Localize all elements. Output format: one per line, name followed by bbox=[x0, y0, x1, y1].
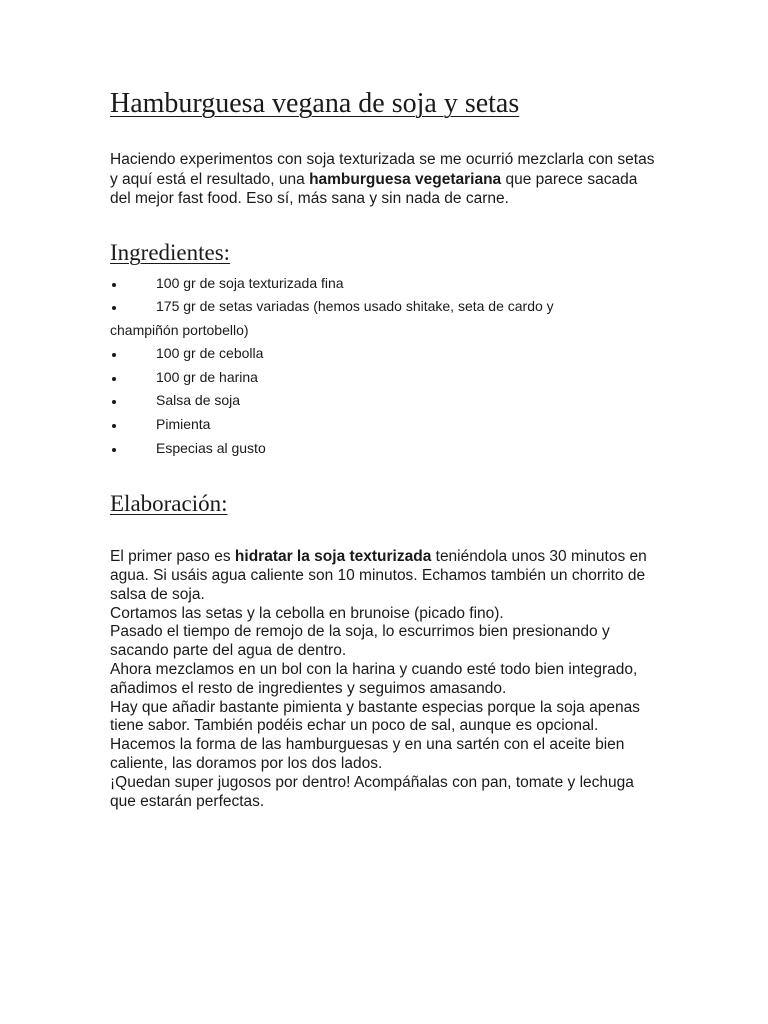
bullet-icon bbox=[112, 283, 116, 287]
elaboration-paragraph: ¡Quedan super jugosos por dentro! Acompáñalas con pan, tomate y lechuga que estarán perfectas. bbox=[110, 773, 634, 810]
bullet-icon bbox=[112, 377, 116, 381]
ingredients-heading: Ingredientes: bbox=[110, 239, 231, 265]
intro-text-start: Haciendo experimentos con soja texturizada se me ocurrió mezclarla con setas y aquí está el resultado, una bbox=[110, 151, 655, 188]
document-title: Hamburguesa vegana de soja y setas bbox=[110, 88, 520, 119]
list-item bbox=[110, 366, 670, 390]
document-page bbox=[110, 84, 670, 811]
list-item bbox=[110, 389, 670, 413]
intro-text-end: que parece sacada del mejor fast food. Eso sí, más sana y sin nada de carne. bbox=[110, 170, 638, 207]
elaboration-paragraph-1 bbox=[110, 548, 655, 604]
list-item bbox=[110, 295, 670, 342]
list-item bbox=[110, 437, 670, 461]
elaboration-paragraph: Cortamos las setas y la cebolla en brunoise (picado fino). bbox=[110, 604, 504, 622]
elaboration-text-end: teniéndola unos 30 minutos en agua. Si usáis agua caliente son 10 minutos. Echamos también un chorrito de salsa de soja. bbox=[110, 548, 647, 603]
elaboration-paragraph: Pasado el tiempo de remojo de la soja, lo escurrimos bien presionando y sacando parte del agua de dentro. bbox=[110, 623, 610, 660]
list-item bbox=[110, 413, 670, 437]
elaboration-paragraph: Ahora mezclamos en un bol con la harina y cuando esté todo bien integrado, añadimos el resto de ingredientes y seguimos amasando. bbox=[110, 661, 638, 697]
ingredient-text-continuation: champiñón portobello) bbox=[110, 321, 249, 338]
ingredient-text: Especias al gusto bbox=[156, 439, 266, 456]
elaboration-text-start: El primer paso es bbox=[110, 548, 235, 566]
elaboration-bold-text: hidratar la soja texturizada bbox=[234, 548, 432, 566]
list-item bbox=[110, 342, 670, 366]
elaboration-paragraph: Hay que añadir bastante pimienta y bastante especias porque la soja apenas tiene sabor. También podéis echar un poco de sal, aunque es opcional. bbox=[110, 698, 640, 735]
ingredient-text: 100 gr de cebolla bbox=[156, 345, 264, 362]
ingredient-text: 175 gr de setas variadas (hemos usado shitake, seta de cardo y bbox=[156, 298, 554, 315]
elaboration-paragraph: Hacemos la forma de las hamburguesas y en una sartén con el aceite bien caliente, las doramos por los dos lados. bbox=[110, 736, 625, 773]
bullet-icon bbox=[112, 353, 116, 357]
bullet-icon bbox=[112, 448, 116, 452]
intro-paragraph bbox=[110, 150, 655, 209]
elaboration-body bbox=[110, 548, 655, 811]
list-item bbox=[110, 272, 670, 296]
bullet-icon bbox=[112, 306, 116, 310]
bullet-icon bbox=[112, 400, 116, 404]
elaboration-heading: Elaboración: bbox=[110, 491, 228, 517]
ingredient-text: 100 gr de soja texturizada fina bbox=[156, 274, 344, 291]
ingredient-text: Pimienta bbox=[156, 416, 211, 433]
ingredient-text: Salsa de soja bbox=[156, 392, 241, 409]
bullet-icon bbox=[112, 424, 116, 428]
ingredient-text: 100 gr de harina bbox=[156, 368, 258, 385]
ingredients-list bbox=[110, 272, 670, 461]
intro-bold-text: hamburguesa vegetariana bbox=[309, 170, 502, 188]
